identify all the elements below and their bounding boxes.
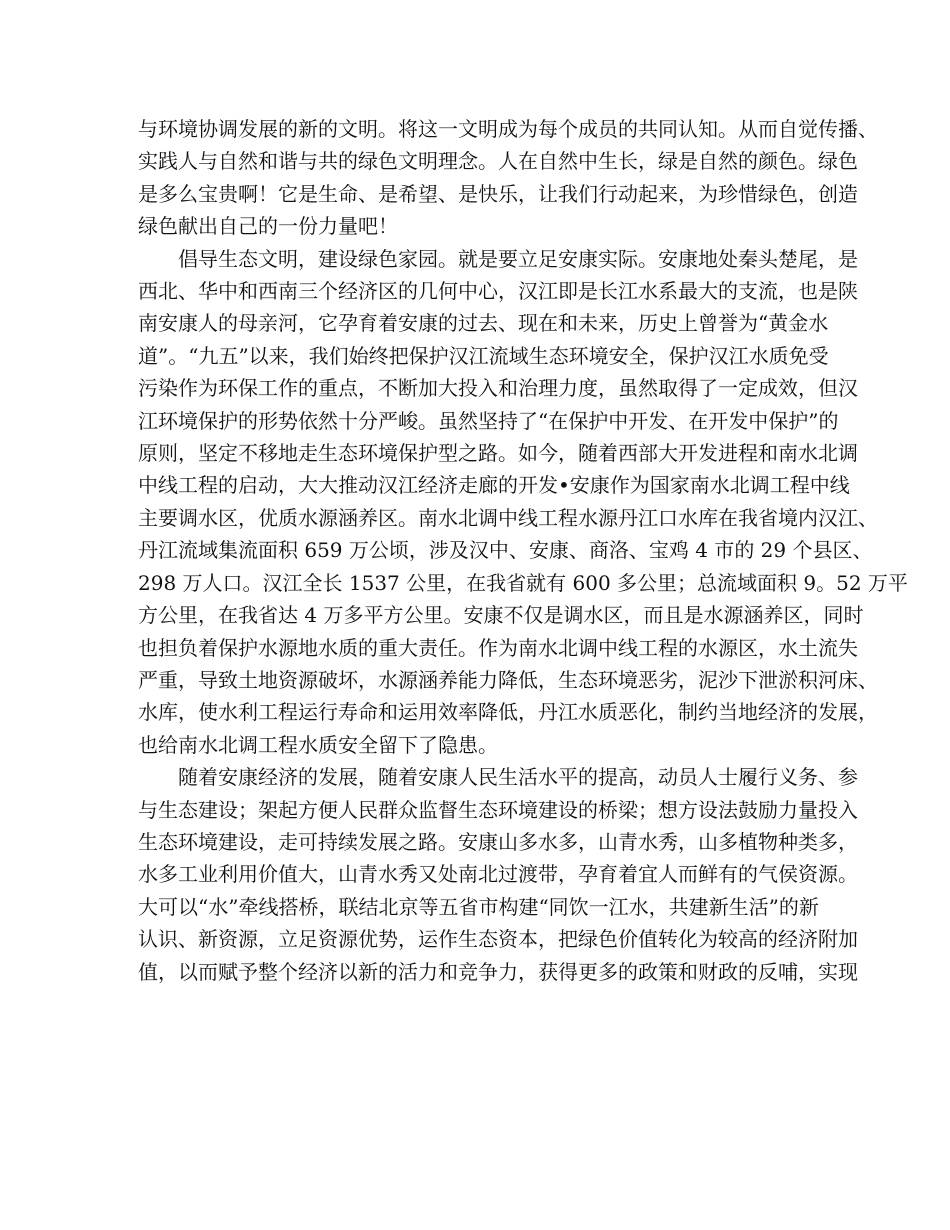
text-line: 江环境保护的形势依然十分严峻。虽然坚持了“在保护中开发、在开发中保护”的: [138, 408, 839, 433]
paragraph-3: [138, 761, 858, 988]
text-line: 认识、新资源，立足资源优势，运作生态资本，把绿色价值转化为较高的经济附加: [138, 927, 858, 952]
text-line: 也担负着保护水源地水质的重大责任。作为南水北调中线工程的水源区，水土流失: [138, 635, 858, 660]
text-line: 水库，使水利工程运行寿命和运用效率降低，丹江水质恶化，制约当地经济的发展，: [138, 700, 878, 725]
text-line: 实践人与自然和谐与共的绿色文明理念。人在自然中生长，绿是自然的颜色。绿色: [138, 149, 858, 174]
paragraph-1: [138, 113, 878, 243]
text-line: 道”。“九五”以来，我们始终把保护汉江流域生态环境安全，保护汉江水质免受: [138, 343, 829, 368]
text-line: 与环境协调发展的新的文明。将这一文明成为每个成员的共同认知。从而自觉传播、: [138, 117, 878, 141]
text-line: 西北、华中和西南三个经济区的几何中心，汉江即是长江水系最大的支流，也是陕: [138, 279, 858, 304]
text-line: 污染作为环保工作的重点，不断加大投入和治理力度，虽然取得了一定成效，但汉: [138, 376, 858, 401]
text-line: 南安康人的母亲河，它孕育着安康的过去、现在和未来，历史上曾誉为“黄金水: [138, 311, 829, 336]
text-line: 是多么宝贵啊！它是生命、是希望、是快乐，让我们行动起来，为珍惜绿色，创造: [138, 181, 858, 206]
text-line: 严重，导致土地资源破坏，水源涵养能力降低，生态环境恶劣，泥沙下泄淤积河床、: [138, 667, 878, 692]
text-line: 绿色献出自己的一份力量吧！: [138, 214, 398, 239]
text-line: 丹江流域集流面积 659 万公顷，涉及汉中、安康、商洛、宝鸡 4 市的 29 个县区、: [138, 538, 873, 563]
text-line: 生态环境建设，走可持续发展之路。安康山多水多，山青水秀，山多植物种类多，: [138, 829, 858, 854]
text-line: 也给南水北调工程水质安全留下了隐患。: [138, 732, 498, 757]
text-line: 随着安康经济的发展，随着安康人民生活水平的提高，动员人士履行义务、参: [178, 765, 858, 790]
text-line: 水多工业利用价值大，山青水秀又处南北过渡带，孕育着宜人而鲜有的气侯资源。: [138, 862, 858, 887]
text-line: 主要调水区，优质水源涵养区。南水北调中线工程水源丹江口水库在我省境内汉江、: [138, 505, 878, 530]
paragraph-2: [138, 243, 908, 762]
document-body: [138, 113, 908, 988]
text-line: 方公里，在我省达 4 万多平方公里。安康不仅是调水区，而且是水源涵养区，同时: [138, 603, 864, 628]
text-line: 倡导生态文明，建设绿色家园。就是要立足安康实际。安康地处秦头楚尾，是: [178, 246, 858, 271]
text-line: 值，以而赋予整个经济以新的活力和竞争力，获得更多的政策和财政的反哺，实现: [138, 959, 858, 984]
text-line: 原则，坚定不移地走生态环境保护型之路。如今，随着西部大开发进程和南水北调: [138, 441, 858, 466]
text-line: 中线工程的启动，大大推动汉江经济走廊的开发•安康作为国家南水北调工程中线: [138, 473, 850, 498]
text-line: 大可以“水”牵线搭桥，联结北京等五省市构建“同饮一江水，共建新生活”的新: [138, 894, 819, 919]
text-line: 与生态建设；架起方便人民群众监督生态环境建设的桥梁；想方设法鼓励力量投入: [138, 797, 858, 822]
text-line: 298 万人口。汉江全长 1537 公里，在我省就有 600 多公里；总流域面积 9。52 万平: [138, 570, 908, 595]
